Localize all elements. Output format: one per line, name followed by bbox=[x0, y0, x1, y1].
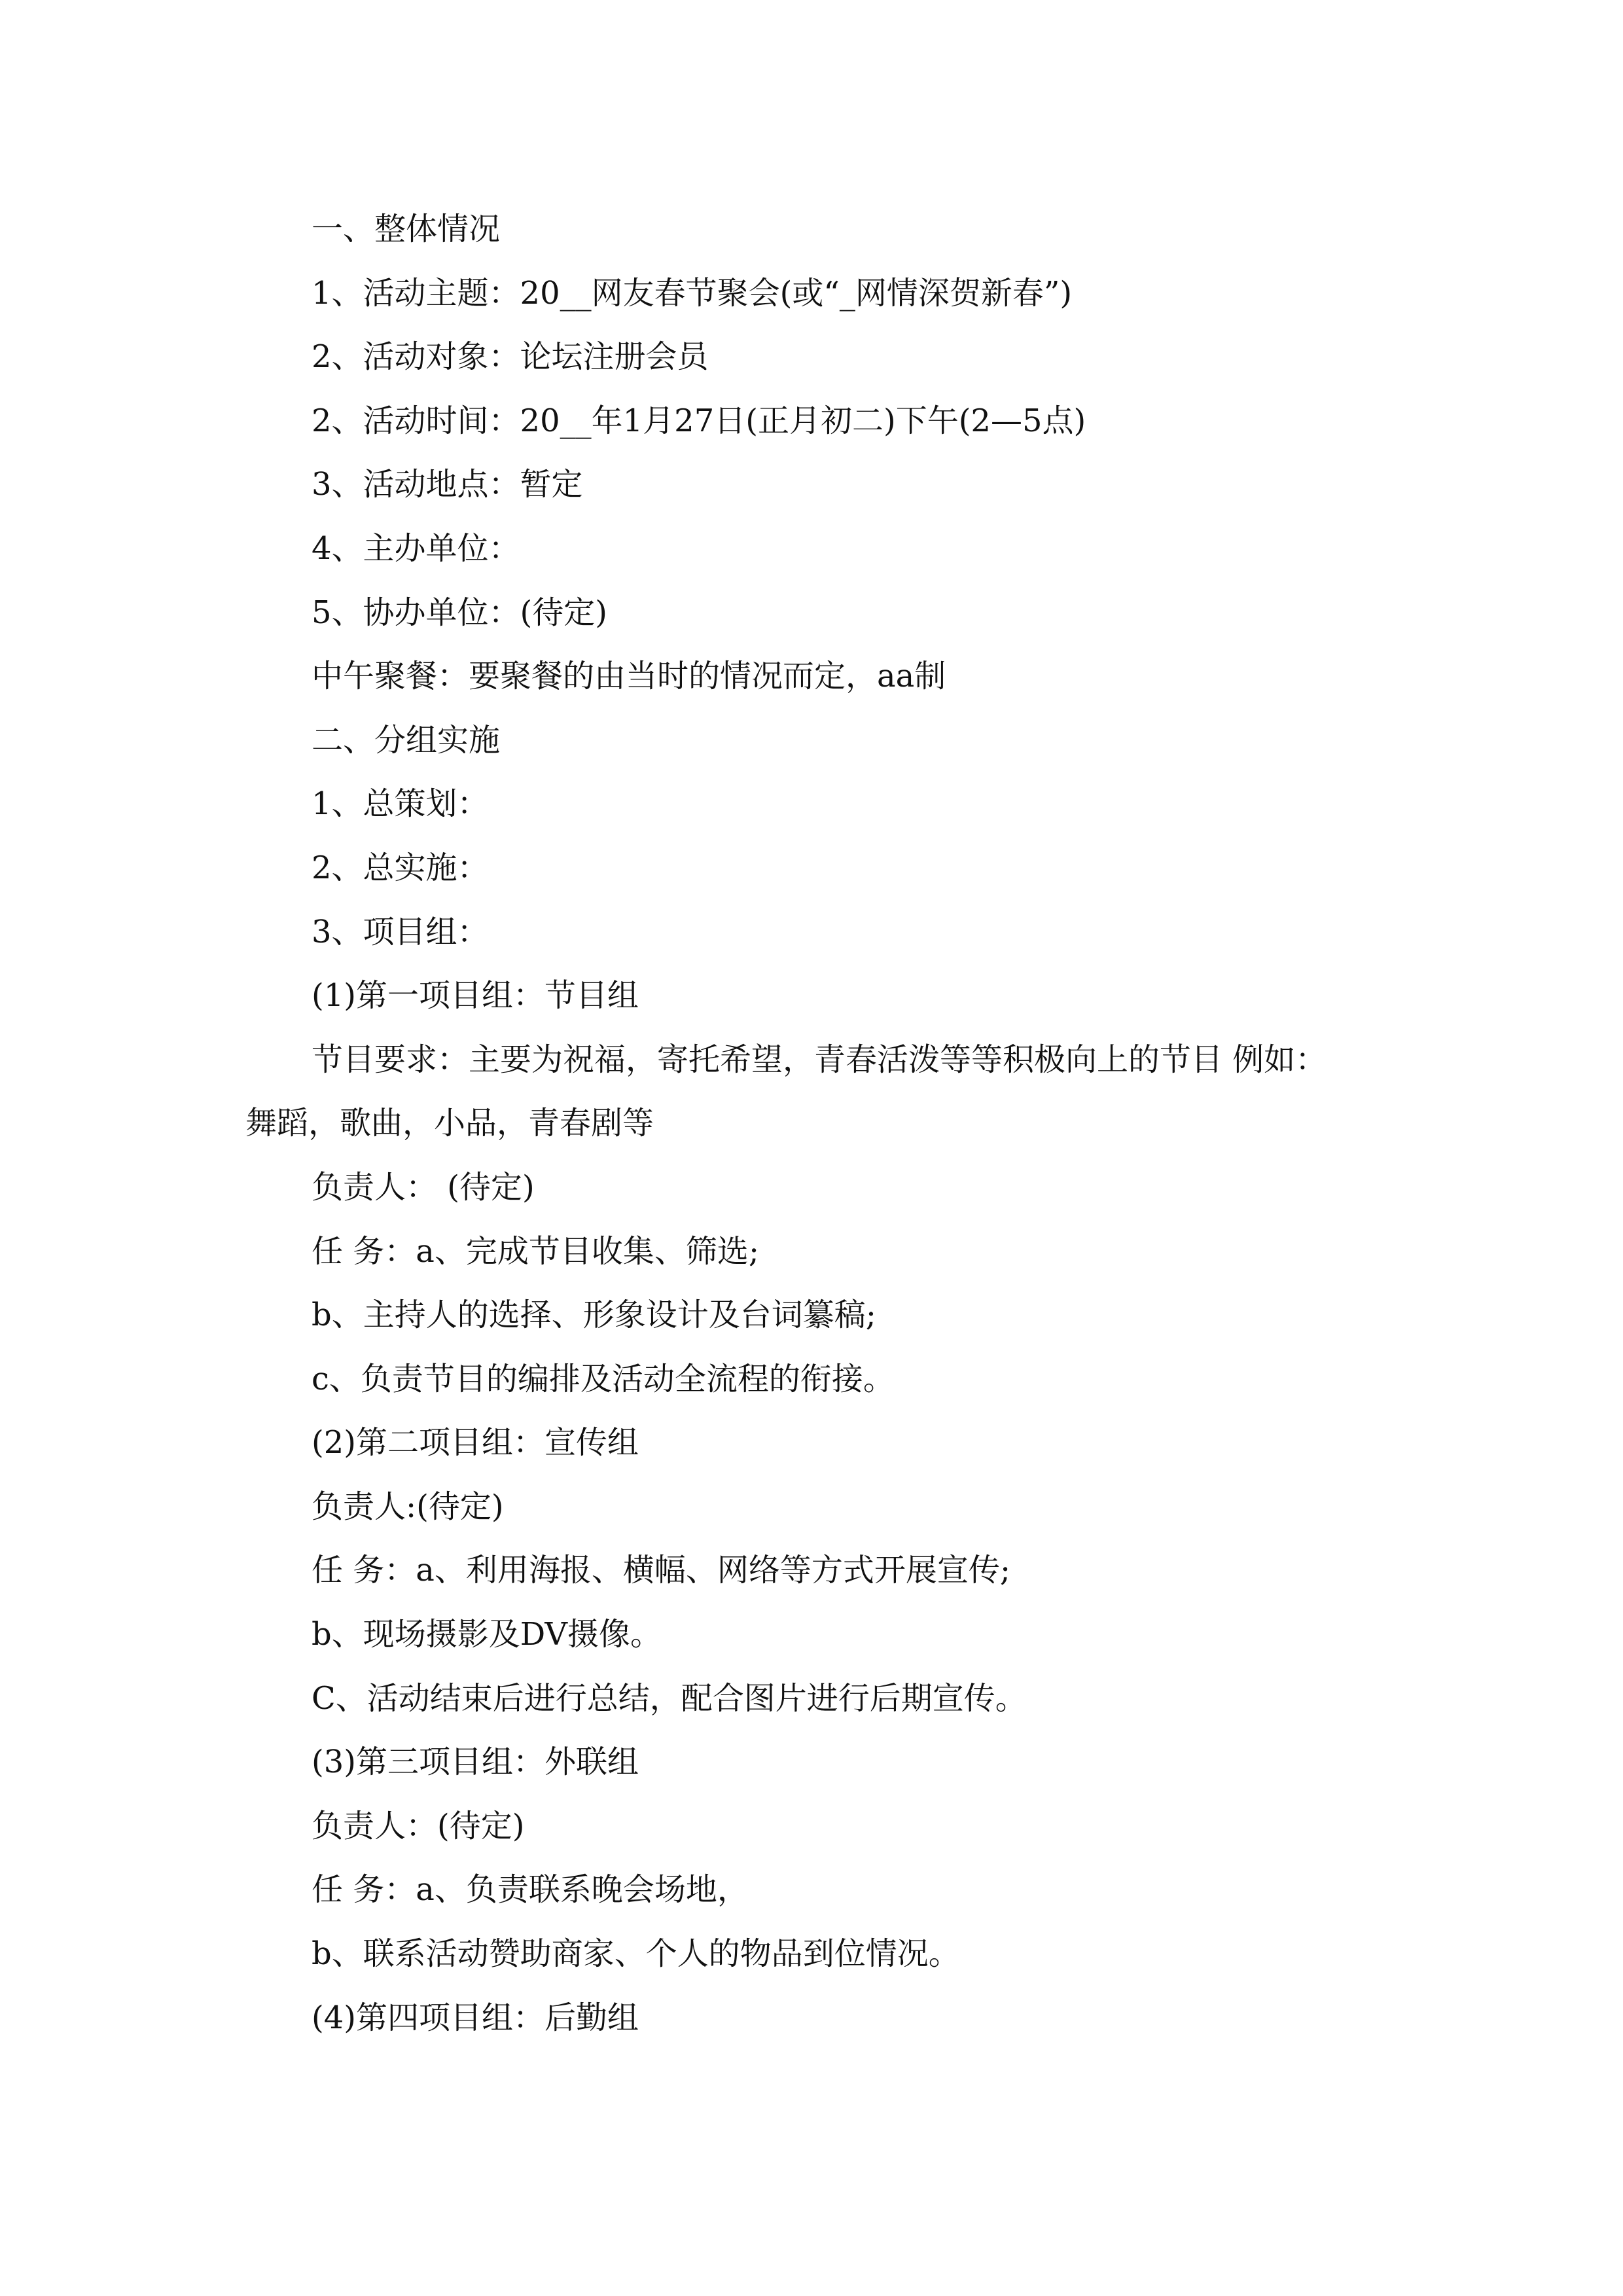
text-line: 3、项目组： bbox=[312, 913, 489, 950]
text-line: 2、活动时间：20__年1月27日(正月初二)下午(2—5点) bbox=[312, 402, 1086, 439]
section-heading: 一、整体情况 bbox=[312, 211, 501, 247]
text-line: 负责人： (待定) bbox=[312, 1168, 535, 1206]
text-line: 1、总策划： bbox=[312, 785, 489, 823]
text-line: 5、协办单位：(待定) bbox=[312, 594, 607, 631]
text-line: 2、活动对象：论坛注册会员 bbox=[312, 338, 709, 376]
text-line: 1、活动主题：20__网友春节聚会(或“_网情深贺新春”) bbox=[312, 274, 1073, 312]
text-line: b、联系活动赞助商家、个人的物品到位情况。 bbox=[312, 1935, 960, 1973]
text-line: c、负责节目的编排及活动全流程的衔接。 bbox=[312, 1360, 895, 1397]
text-line: b、主持人的选择、形象设计及台词纂稿; bbox=[312, 1297, 876, 1334]
text-line: 任 务：a、利用海报、横幅、网络等方式开展宣传; bbox=[312, 1552, 1011, 1589]
section-heading: 二、分组实施 bbox=[312, 721, 501, 759]
text-line: 中午聚餐：要聚餐的由当时的情况而定，aa制 bbox=[312, 658, 946, 695]
group-heading: (1)第一项目组：节目组 bbox=[312, 977, 639, 1014]
group-heading: (2)第二项目组：宣传组 bbox=[312, 1424, 639, 1462]
program-requirement-continuation: 舞蹈，歌曲，小品，青春剧等 bbox=[245, 1105, 654, 1142]
group-heading: (3)第三项目组：外联组 bbox=[312, 1744, 639, 1781]
text-line: 3、活动地点：暂定 bbox=[312, 466, 583, 503]
text-line: C、活动结束后进行总结，配合图片进行后期宣传。 bbox=[312, 1679, 1027, 1717]
text-line: 负责人:(待定) bbox=[312, 1488, 504, 1525]
group-heading: (4)第四项目组：后勤组 bbox=[312, 1999, 639, 2036]
text-line: 任 务：a、负责联系晚会场地， bbox=[312, 1871, 749, 1909]
program-requirement-line: 节目要求：主要为祝福，寄托希望，青春活泼等等积极向上的节目 例如： bbox=[312, 1041, 1327, 1078]
text-line: 4、主办单位： bbox=[312, 529, 520, 567]
document-body bbox=[245, 208, 1387, 2060]
text-line: b、现场摄影及DV摄像。 bbox=[312, 1616, 662, 1653]
text-line: 2、总实施： bbox=[312, 849, 489, 886]
text-line: 负责人：(待定) bbox=[312, 1807, 525, 1844]
text-line: 任 务：a、完成节目收集、筛选; bbox=[312, 1232, 760, 1270]
